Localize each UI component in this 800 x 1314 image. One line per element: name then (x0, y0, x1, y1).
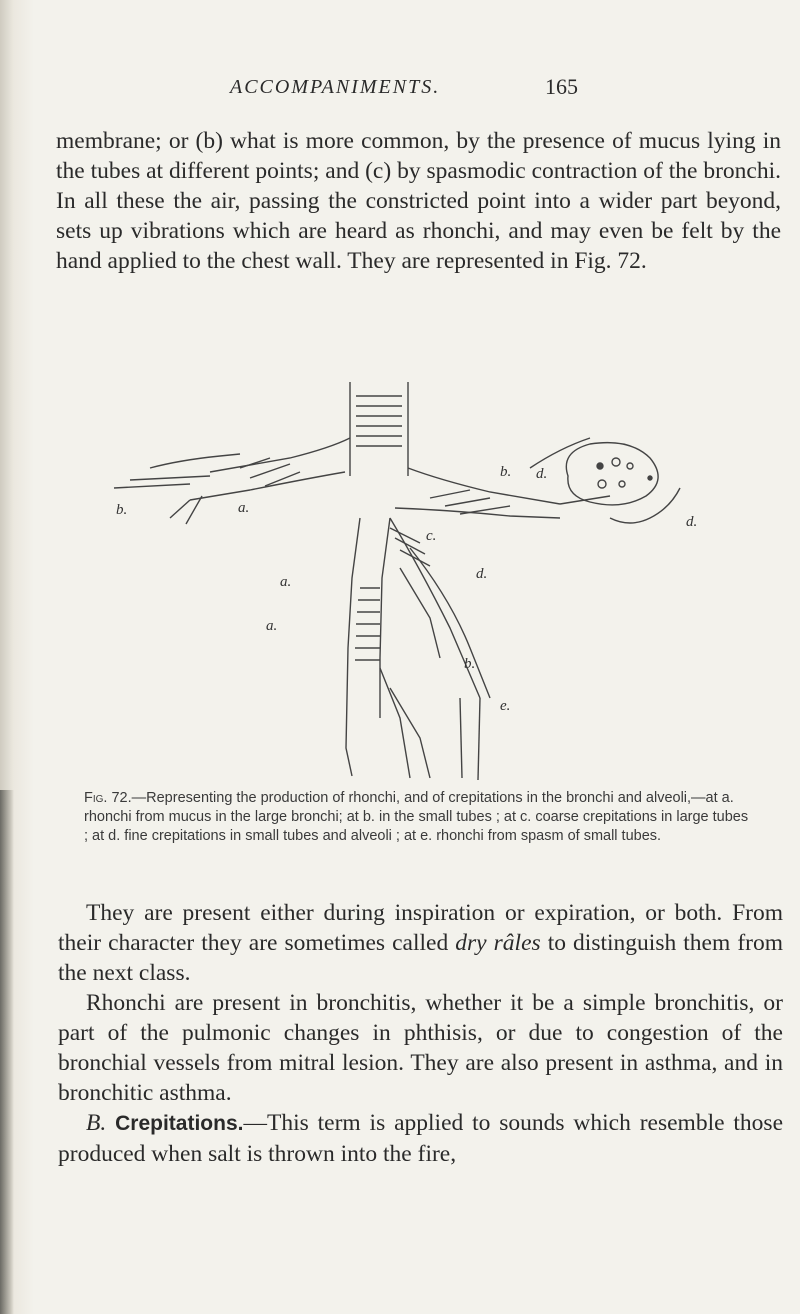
label-b-lower: b. (464, 656, 476, 672)
paragraph-4 (58, 1108, 783, 1169)
label-a-lower: a. (266, 618, 278, 634)
label-c: c. (426, 528, 437, 544)
figure-caption (84, 789, 750, 846)
label-e: e. (500, 698, 511, 714)
label-b-top: b. (500, 464, 512, 480)
paragraph-1: membrane; or (b) what is more common, by the presence of mucus lying in the tubes at different points; and (c) by spasmodic contraction of the bronchi. In all these the air, passing the constricted point into a wider part beyond, sets up vibrations which are heard as rhonchi, and may even be felt by the hand applied to the chest wall. They are represented in Fig. 72. (56, 128, 781, 274)
bronchi-diagram (90, 368, 740, 788)
label-a-top: a. (238, 500, 250, 516)
label-d-middle: d. (476, 566, 488, 582)
paragraph-2-before: They are present either during inspiration or expiration, or both. From their character they are sometimes called (58, 900, 783, 956)
section-letter: B. (86, 1110, 107, 1136)
paragraph-3: Rhonchi are present in bronchitis, whether it be a simple bronchitis, or part of the pulmonic changes in phthisis, or due to congestion of the bronchial vessels from mitral lesion. They are also present in asthma, and in bronchitic asthma. (58, 990, 783, 1106)
figure-caption-text: —Representing the production of rhonchi, and of crepitations in the bronchi and alveoli,—at a. rhonchi from mucus in the large bronchi; at b. in the small tubes ; at c. coarse crepitations in large tubes ; at d. fine crepitations in small tubes and alveoli ; at e. rhonchi from spasm of small tubes. (84, 790, 749, 844)
label-d-top: d. (536, 466, 548, 482)
section-heading: Crepitations. (115, 1112, 244, 1135)
paragraph-4-text: —This term is applied to sounds which resemble those produced when salt is thrown into the fire, (58, 1110, 783, 1167)
binding-edge (0, 790, 14, 1314)
figure-number: Fig. 72. (84, 790, 132, 806)
paragraph-2 (58, 898, 783, 988)
dry-rales-term: dry râles (455, 930, 541, 956)
label-d-right: d. (686, 514, 698, 530)
figure-labels (116, 464, 697, 714)
running-head (0, 58, 800, 98)
label-a-middle: a. (280, 574, 292, 590)
bronchial-tree-lines (114, 382, 680, 780)
running-head-title: ACCOMPANIMENTS. (230, 76, 441, 98)
paragraph-2-after: to distinguish them from the next class. (58, 930, 783, 986)
page-number: 165 (545, 74, 578, 99)
label-b-left: b. (116, 502, 128, 518)
figure-72 (90, 368, 740, 788)
